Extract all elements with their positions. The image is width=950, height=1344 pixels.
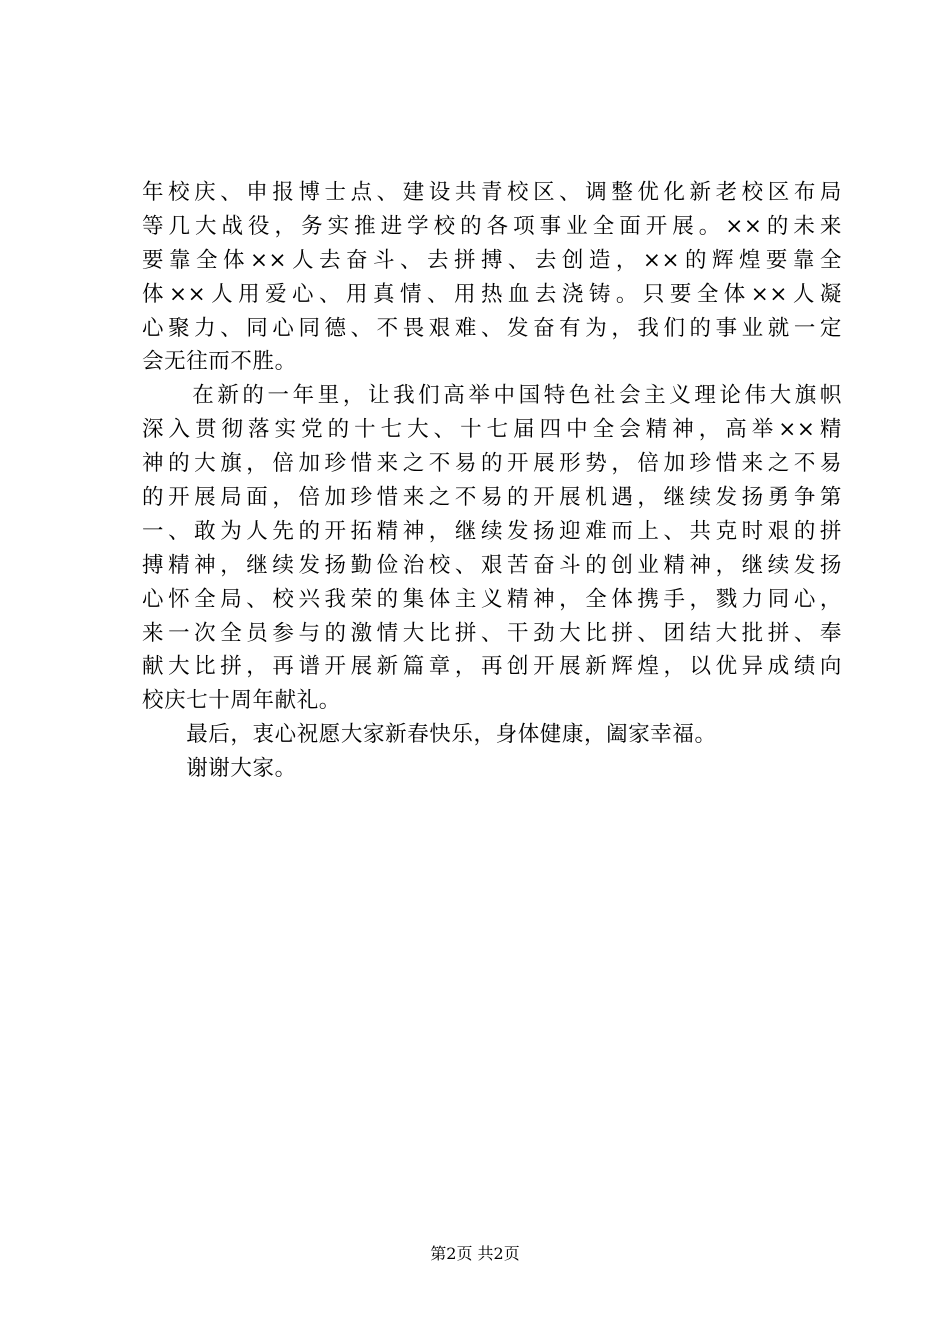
text-line: 等几大战役，务实推进学校的各项事业全面开展。××的未来	[142, 213, 842, 239]
text-line: 心聚力、同心同德、不畏艰难、发奋有为，我们的事业就一定	[142, 315, 842, 341]
text-line: 校庆七十周年献礼。	[142, 688, 341, 714]
text-line: 一、敢为人先的开拓精神，继续发扬迎难而上、共克时艰的拼	[142, 518, 842, 544]
text-line: 献大比拼，再谱开展新篇章，再创开展新辉煌，以优异成绩向	[142, 654, 842, 680]
text-line: 神的大旗，倍加珍惜来之不易的开展形势，倍加珍惜来之不易	[142, 451, 842, 477]
text-line: 会无往而不胜。	[142, 349, 297, 375]
text-line: 在新的一年里，让我们高举中国特色社会主义理论伟大旗帜	[142, 383, 842, 409]
text-line: 来一次全员参与的激情大比拼、干劲大比拼、团结大批拼、奉	[142, 620, 842, 646]
body-text	[142, 176, 842, 786]
text-line: 最后，衷心祝愿大家新春快乐，身体健康，阖家幸福。	[142, 722, 717, 748]
text-line: 深入贯彻落实党的十七大、十七届四中全会精神，高举××精	[142, 417, 842, 443]
text-line: 体××人用爱心、用真情、用热血去浇铸。只要全体××人凝	[142, 281, 842, 307]
text-line: 搏精神，继续发扬勤俭治校、艰苦奋斗的创业精神，继续发扬	[142, 552, 842, 578]
text-line: 年校庆、申报博士点、建设共青校区、调整优化新老校区布局	[142, 180, 842, 205]
text-line: 谢谢大家。	[142, 756, 297, 782]
text-line: 心怀全局、校兴我荣的集体主义精神，全体携手，戮力同心，	[142, 586, 842, 612]
text-line: 的开展局面，倍加珍惜来之不易的开展机遇，继续发扬勇争第	[142, 485, 842, 511]
text-line: 要靠全体××人去奋斗、去拼搏、去创造，××的辉煌要靠全	[142, 247, 842, 273]
page-footer: 第2页 共2页	[430, 1244, 520, 1263]
